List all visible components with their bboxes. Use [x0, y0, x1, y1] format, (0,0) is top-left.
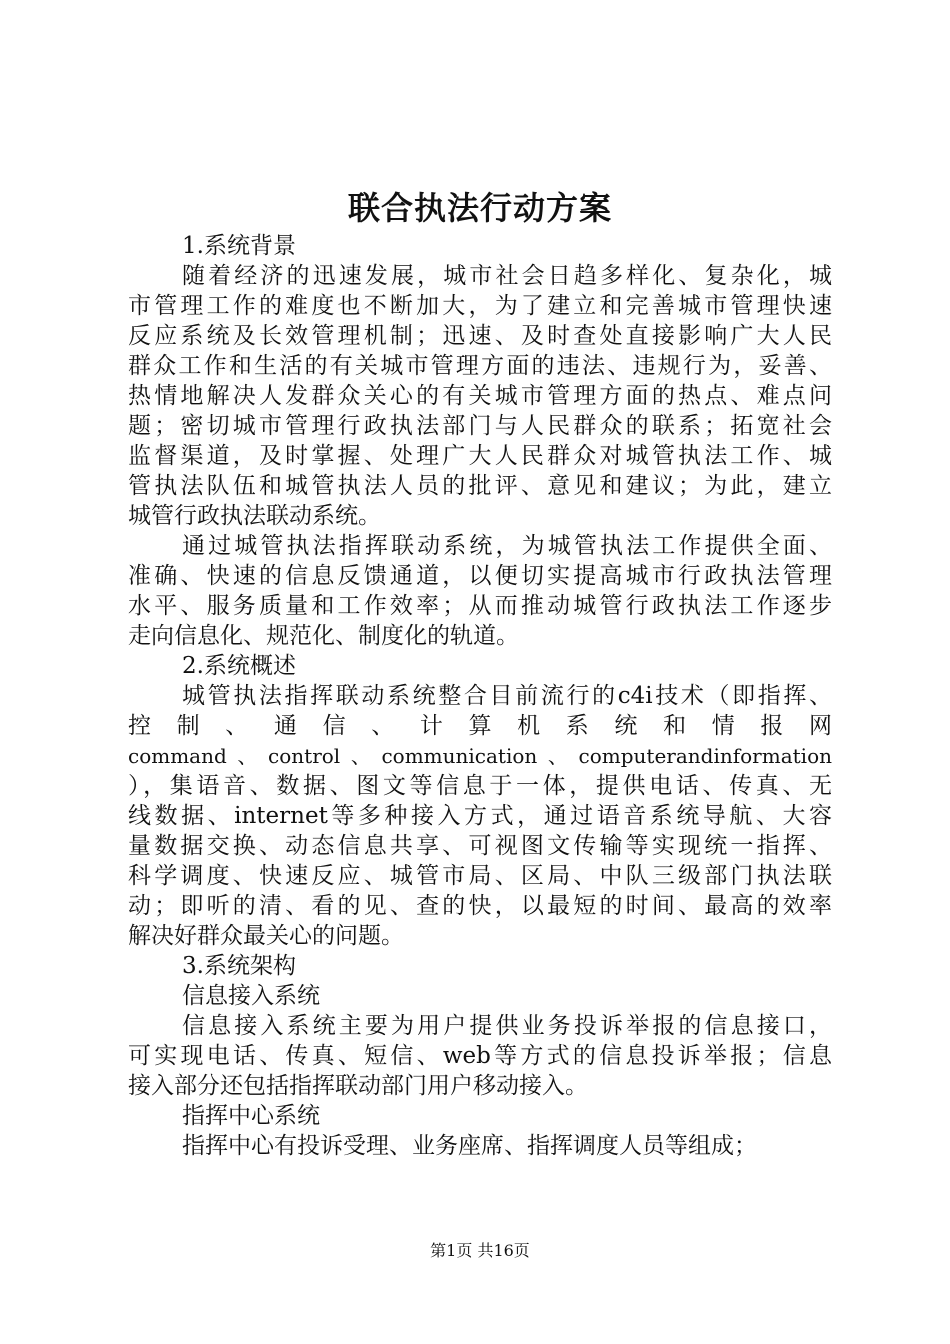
paragraph-line: 准确、快速的信息反馈通道，以便切实提高城市行政执法管理 — [128, 563, 832, 589]
paragraph-line: 控 制 、 通 信 、 计 算 机 系 统 和 情 报 网 — [128, 713, 832, 739]
paragraph-line: 动；即听的清、看的见、查的快，以最短的时间、最高的效率 — [128, 893, 832, 919]
paragraph-line: 科学调度、快速反应、城管市局、区局、中队三级部门执法联 — [128, 863, 832, 889]
paragraph-line: 通过城管执法指挥联动系统，为城管执法工作提供全面、 — [182, 533, 832, 559]
page-number-footer: 第1页 共16页 — [430, 1241, 530, 1260]
paragraph-line: 指挥中心有投诉受理、业务座席、指挥调度人员等组成； — [182, 1133, 757, 1159]
paragraph-line: 监督渠道，及时掌握、处理广大人民群众对城管执法工作、城 — [128, 443, 832, 469]
paragraph-line: command、control、communication、computerandinformation — [128, 744, 832, 768]
paragraph-line: 解决好群众最关心的问题。 — [128, 923, 404, 949]
paragraph-line: 水平、服务质量和工作效率；从而推动城管行政执法工作逐步 — [128, 593, 832, 619]
paragraph-line: 走向信息化、规范化、制度化的轨道。 — [128, 623, 519, 649]
paragraph-line: 群众工作和生活的有关城市管理方面的违法、违规行为，妥善、 — [128, 353, 832, 379]
subsection-heading-command-center: 指挥中心系统 — [182, 1103, 320, 1129]
document-body — [128, 231, 832, 1161]
paragraph-line: 信息接入系统主要为用户提供业务投诉举报的信息接口， — [182, 1013, 832, 1039]
paragraph-line: 随着经济的迅速发展，城市社会日趋多样化、复杂化，城 — [182, 263, 832, 289]
document-page — [128, 0, 832, 1344]
paragraph-line: 市管理工作的难度也不断加大，为了建立和完善城市管理快速 — [128, 293, 832, 319]
paragraph-line: 反应系统及长效管理机制；迅速、及时查处直接影响广大人民 — [128, 323, 832, 349]
paragraph-line: 题；密切城市管理行政执法部门与人民群众的联系；拓宽社会 — [128, 413, 832, 439]
paragraph-line: 可实现电话、传真、短信、web等方式的信息投诉举报；信息 — [128, 1043, 832, 1069]
section-heading-background: 1.系统背景 — [182, 233, 296, 259]
paragraph-line: 城管行政执法联动系统。 — [128, 503, 381, 529]
section-heading-overview: 2.系统概述 — [182, 653, 296, 679]
document-title: 联合执法行动方案 — [347, 189, 612, 227]
paragraph-line: 城管执法指挥联动系统整合目前流行的c4i技术（即指挥、 — [182, 683, 832, 709]
paragraph-line: ），集语音、数据、图文等信息于一体，提供电话、传真、无 — [128, 773, 832, 799]
paragraph-line: 量数据交换、动态信息共享、可视图文传输等实现统一指挥、 — [128, 833, 832, 859]
subsection-heading-info-access: 信息接入系统 — [182, 983, 320, 1009]
section-heading-architecture: 3.系统架构 — [182, 953, 296, 979]
paragraph-line: 线数据、internet等多种接入方式，通过语音系统导航、大容 — [128, 803, 832, 829]
paragraph-line: 管执法队伍和城管执法人员的批评、意见和建议；为此，建立 — [128, 473, 832, 499]
paragraph-line: 接入部分还包括指挥联动部门用户移动接入。 — [128, 1073, 588, 1099]
paragraph-line: 热情地解决人发群众关心的有关城市管理方面的热点、难点问 — [128, 383, 832, 409]
